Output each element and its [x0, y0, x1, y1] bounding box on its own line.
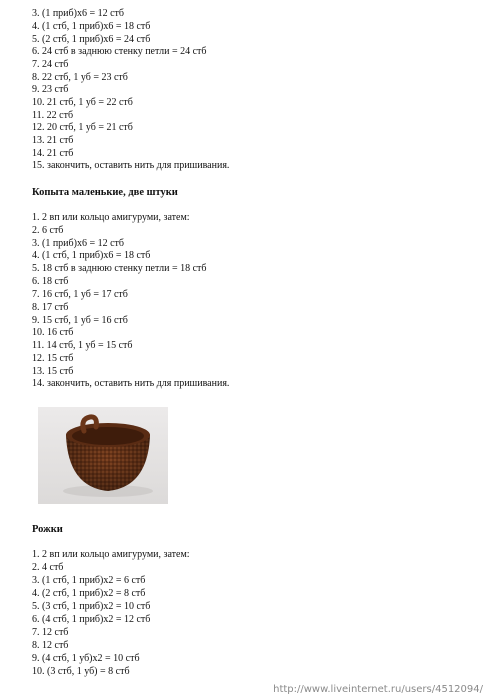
pattern-row: 9. (4 стб, 1 уб)х2 = 10 стб — [32, 653, 140, 664]
pattern-row: 13. 15 стб — [32, 366, 74, 377]
pattern-row: 8. 22 стб, 1 уб = 23 стб — [32, 72, 128, 83]
pattern-row: 4. (2 стб, 1 приб)х2 = 8 стб — [32, 588, 146, 599]
pattern-row: 13. 21 стб — [32, 135, 74, 146]
pattern-row: 4. (1 стб, 1 приб)х6 = 18 стб — [32, 250, 151, 261]
pattern-row: 7. 16 стб, 1 уб = 17 стб — [32, 289, 128, 300]
pattern-row: 11. 14 стб, 1 уб = 15 стб — [32, 340, 133, 351]
pattern-row: 2. 4 стб — [32, 562, 64, 573]
pattern-row: 10. (3 стб, 1 уб) = 8 стб — [32, 666, 130, 677]
section-heading: Копыта маленькие, две штуки — [32, 187, 178, 198]
pattern-row: 6. 18 стб — [32, 276, 69, 287]
pattern-row: 8. 12 стб — [32, 640, 69, 651]
pattern-row: 6. (4 стб, 1 приб)х2 = 12 стб — [32, 614, 151, 625]
pattern-row: 3. (1 стб, 1 приб)х2 = 6 стб — [32, 575, 146, 586]
section-heading: Рожки — [32, 524, 63, 535]
pattern-row: 12. 15 стб — [32, 353, 74, 364]
pattern-row: 1. 2 вп или кольцо амигуруми, затем: — [32, 212, 190, 223]
pattern-row: 10. 16 стб — [32, 327, 74, 338]
pattern-row: 14. 21 стб — [32, 148, 74, 159]
pattern-row: 5. 18 стб в заднюю стенку петли = 18 стб — [32, 263, 207, 274]
pattern-row: 12. 20 стб, 1 уб = 21 стб — [32, 122, 133, 133]
hoof-photo — [38, 407, 168, 504]
pattern-row: 6. 24 стб в заднюю стенку петли = 24 стб — [32, 46, 207, 57]
pattern-row: 1. 2 вп или кольцо амигуруми, затем: — [32, 549, 190, 560]
pattern-row: 4. (1 стб, 1 приб)х6 = 18 стб — [32, 21, 151, 32]
source-watermark: http://www.liveinternet.ru/users/4512094/ — [273, 684, 483, 695]
pattern-row: 15. закончить, оставить нить для пришивания. — [32, 160, 230, 171]
pattern-row: 2. 6 стб — [32, 225, 64, 236]
pattern-row: 11. 22 стб — [32, 110, 74, 121]
pattern-row: 9. 23 стб — [32, 84, 69, 95]
pattern-row: 3. (1 приб)х6 = 12 стб — [32, 238, 124, 249]
pattern-row: 14. закончить, оставить нить для пришивания. — [32, 378, 230, 389]
pattern-row: 7. 12 стб — [32, 627, 69, 638]
pattern-row: 8. 17 стб — [32, 302, 69, 313]
pattern-row: 5. (3 стб, 1 приб)х2 = 10 стб — [32, 601, 151, 612]
pattern-row: 7. 24 стб — [32, 59, 69, 70]
pattern-row: 10. 21 стб, 1 уб = 22 стб — [32, 97, 133, 108]
pattern-row: 9. 15 стб, 1 уб = 16 стб — [32, 315, 128, 326]
pattern-row: 5. (2 стб, 1 приб)х6 = 24 стб — [32, 34, 151, 45]
crocheted-hoof-image — [38, 407, 168, 504]
pattern-row: 3. (1 приб)х6 = 12 стб — [32, 8, 124, 19]
